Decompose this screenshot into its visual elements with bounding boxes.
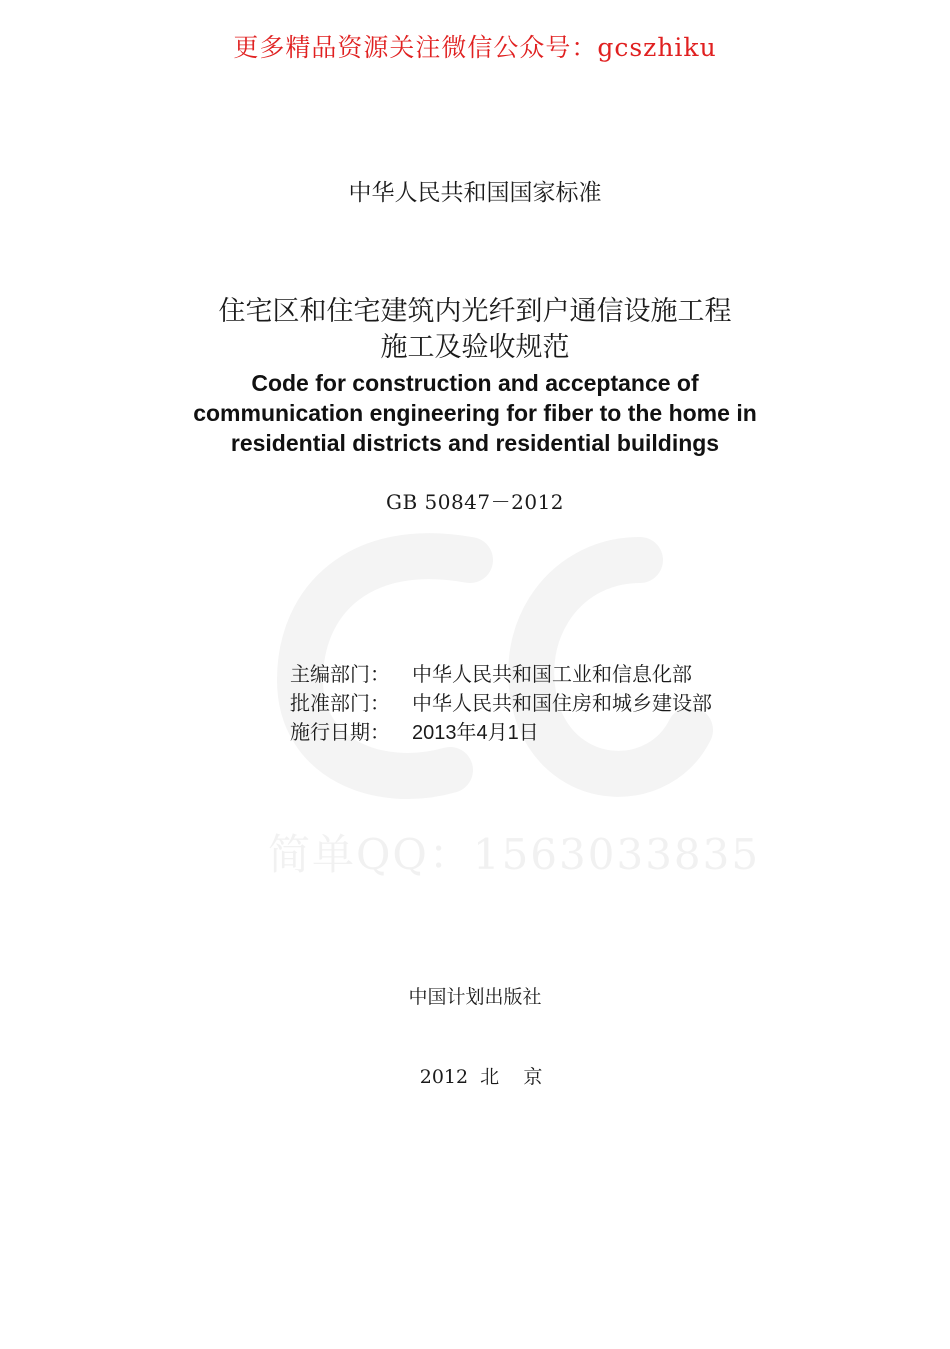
chinese-title: [0, 294, 950, 366]
meta-row-effective-date: [290, 719, 712, 748]
meta-block: [290, 661, 712, 748]
english-title-line2: communication engineering for fiber to the home in: [193, 400, 757, 426]
chinese-title-line2: 施工及验收规范: [380, 332, 570, 363]
watermark-qq-text: 简单QQ：1563033835: [268, 830, 761, 879]
publisher: 中国计划出版社: [408, 986, 542, 1008]
meta-key: 主编部门：: [290, 664, 390, 686]
chinese-title-line1: 住宅区和住宅建筑内光纤到户通信设施工程: [218, 296, 732, 327]
meta-value: 中华人民共和国住房和城乡建设部: [412, 693, 712, 715]
standard-number: GB 50847－2012: [385, 490, 565, 514]
english-title-line1: Code for construction and acceptance of: [251, 370, 699, 396]
meta-key: 施行日期：: [290, 722, 390, 744]
meta-row-editor: [290, 661, 712, 690]
publish-place-year: [0, 1040, 950, 1089]
publish-place-year-text: 2012 北 京: [419, 1066, 543, 1088]
meta-value: 中华人民共和国工业和信息化部: [412, 664, 692, 686]
standard-series-label: 中华人民共和国国家标准: [348, 180, 602, 206]
english-title-line3: residential districts and residential buildings: [230, 430, 720, 456]
meta-key: 批准部门：: [290, 693, 390, 715]
english-title: [0, 368, 950, 458]
meta-row-approver: [290, 690, 712, 719]
meta-value: 2013年4月1日: [412, 722, 539, 744]
promo-banner: 更多精品资源关注微信公众号：gcszhiku: [233, 33, 717, 62]
